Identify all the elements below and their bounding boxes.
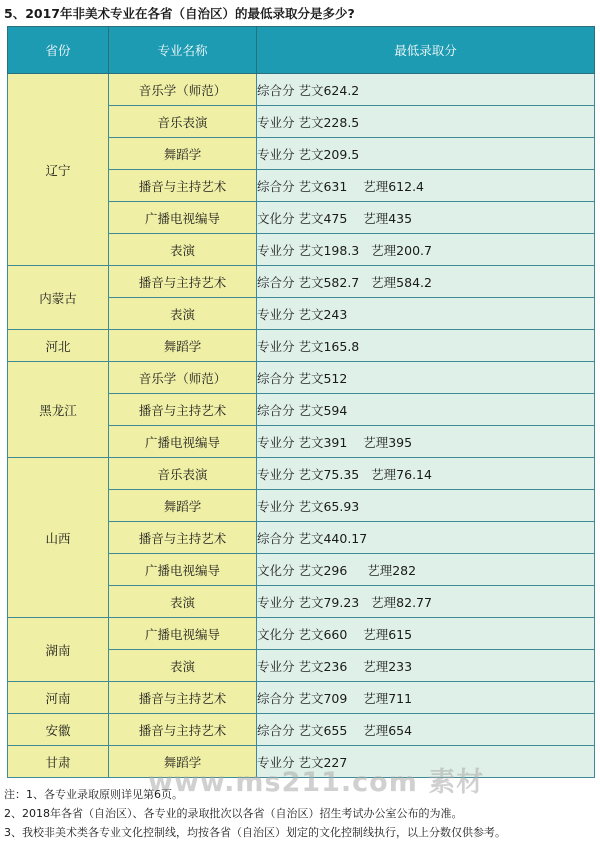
score-cell: 综合分 艺文594 [257, 394, 595, 426]
score-cell: 综合分 艺文512 [257, 362, 595, 394]
score-cell: 综合分 艺文631 艺理612.4 [257, 170, 595, 202]
score-cell: 综合分 艺文582.7 艺理584.2 [257, 266, 595, 298]
score-cell: 综合分 艺文440.17 [257, 522, 595, 554]
table-row [8, 362, 595, 394]
score-cell: 专业分 艺文65.93 [257, 490, 595, 522]
score-cell: 综合分 艺文709 艺理711 [257, 682, 595, 714]
header-province: 省份 [8, 27, 109, 74]
province-cell: 黑龙江 [8, 362, 109, 458]
table-row [8, 458, 595, 490]
province-cell: 河南 [8, 682, 109, 714]
score-cell: 专业分 艺文209.5 [257, 138, 595, 170]
table-header-row [8, 27, 595, 74]
major-cell: 表演 [109, 586, 257, 618]
major-cell: 舞蹈学 [109, 330, 257, 362]
major-cell: 表演 [109, 298, 257, 330]
major-cell: 舞蹈学 [109, 746, 257, 778]
table-row [8, 618, 595, 650]
province-cell: 河北 [8, 330, 109, 362]
province-cell: 山西 [8, 458, 109, 618]
table-row [8, 682, 595, 714]
footnotes [4, 785, 506, 842]
table-row [8, 330, 595, 362]
score-cell: 专业分 艺文79.23 艺理82.77 [257, 586, 595, 618]
major-cell: 表演 [109, 650, 257, 682]
score-table [7, 26, 595, 778]
province-cell: 湖南 [8, 618, 109, 682]
score-cell: 综合分 艺文655 艺理654 [257, 714, 595, 746]
table-row [8, 714, 595, 746]
major-cell: 播音与主持艺术 [109, 266, 257, 298]
score-cell: 专业分 艺文236 艺理233 [257, 650, 595, 682]
score-cell: 专业分 艺文165.8 [257, 330, 595, 362]
score-cell: 综合分 艺文624.2 [257, 74, 595, 106]
table-row [8, 266, 595, 298]
score-cell: 文化分 艺文475 艺理435 [257, 202, 595, 234]
header-major: 专业名称 [109, 27, 257, 74]
header-score: 最低录取分 [257, 27, 595, 74]
table-row [8, 74, 595, 106]
major-cell: 舞蹈学 [109, 490, 257, 522]
major-cell: 播音与主持艺术 [109, 394, 257, 426]
major-cell: 音乐学（师范） [109, 362, 257, 394]
score-cell: 文化分 艺文296 艺理282 [257, 554, 595, 586]
score-cell: 专业分 艺文75.35 艺理76.14 [257, 458, 595, 490]
province-cell: 内蒙古 [8, 266, 109, 330]
major-cell: 音乐学（师范） [109, 74, 257, 106]
major-cell: 音乐表演 [109, 106, 257, 138]
major-cell: 表演 [109, 234, 257, 266]
major-cell: 广播电视编导 [109, 202, 257, 234]
watermark: www.ms211.com 素材 [148, 767, 485, 798]
major-cell: 音乐表演 [109, 458, 257, 490]
page-title: 5、2017年非美术专业在各省（自治区）的最低录取分是多少? [4, 6, 355, 21]
note-1: 注：1、各专业录取原则详见第6页。 [4, 788, 183, 801]
score-cell: 专业分 艺文198.3 艺理200.7 [257, 234, 595, 266]
score-cell: 专业分 艺文227 [257, 746, 595, 778]
major-cell: 播音与主持艺术 [109, 522, 257, 554]
score-cell: 文化分 艺文660 艺理615 [257, 618, 595, 650]
note-2: 2、2018年各省（自治区）、各专业的录取批次以各省（自治区）招生考试办公室公布的为准。 [4, 807, 463, 820]
province-cell: 安徽 [8, 714, 109, 746]
note-3: 3、我校非美术类各专业文化控制线，均按各省（自治区）划定的文化控制线执行，以上分数仅供参考。 [4, 826, 506, 839]
major-cell: 广播电视编导 [109, 426, 257, 458]
major-cell: 舞蹈学 [109, 138, 257, 170]
province-cell: 甘肃 [8, 746, 109, 778]
major-cell: 播音与主持艺术 [109, 714, 257, 746]
major-cell: 播音与主持艺术 [109, 682, 257, 714]
table-body [8, 74, 595, 778]
score-cell: 专业分 艺文243 [257, 298, 595, 330]
score-cell: 专业分 艺文391 艺理395 [257, 426, 595, 458]
major-cell: 播音与主持艺术 [109, 170, 257, 202]
major-cell: 广播电视编导 [109, 618, 257, 650]
score-cell: 专业分 艺文228.5 [257, 106, 595, 138]
major-cell: 广播电视编导 [109, 554, 257, 586]
province-cell: 辽宁 [8, 74, 109, 266]
